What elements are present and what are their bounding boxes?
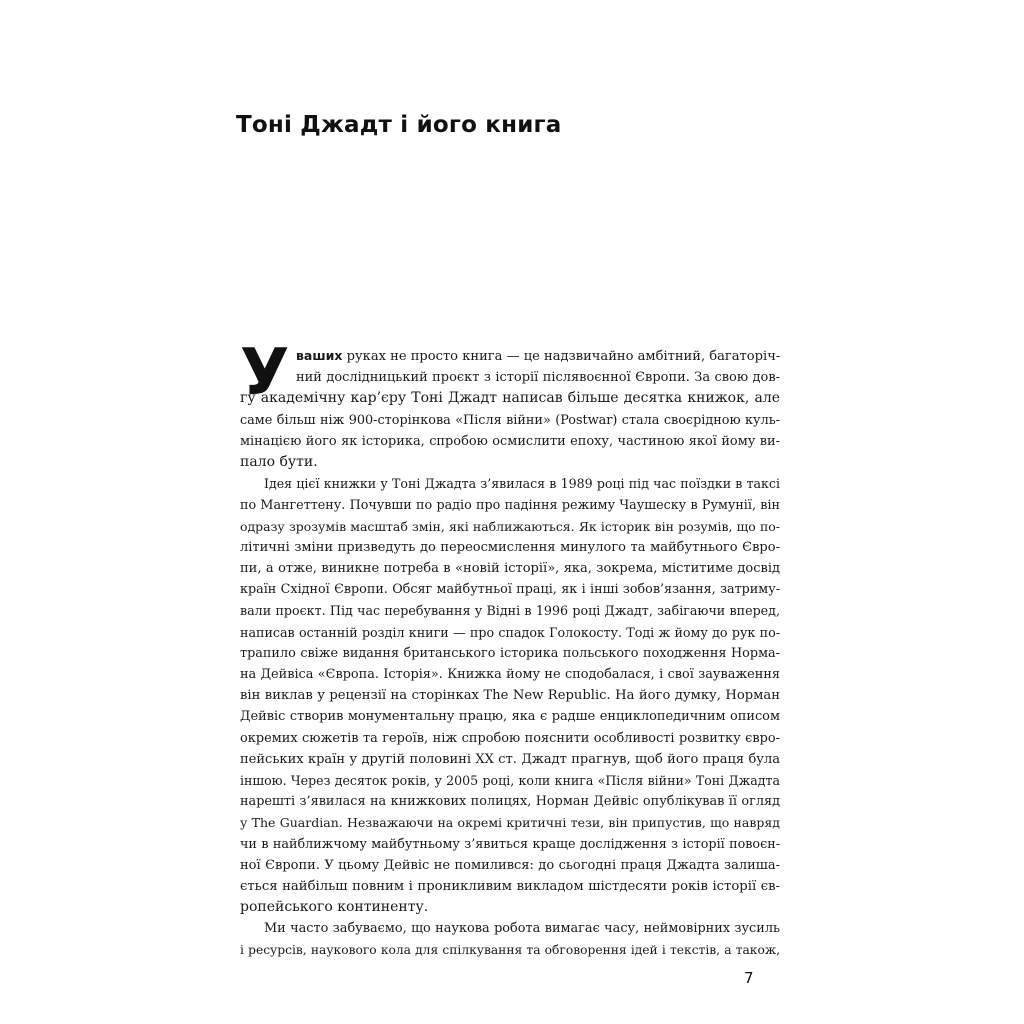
paragraph-2-line-12: Дейвіс створив монументальну працю, яка є радше енциклопедичним описом (240, 709, 780, 725)
paragraph-1-line-6: пало бути. (240, 454, 318, 471)
paragraph-2-line-7: вали проєкт. Під час перебування у Відні в 1996 році Джадт, забігаючи вперед, (240, 603, 780, 619)
paragraph-3-line-2: і ресурсів, наукового кола для спілкування та обговорення ідей і текстів, а також, (240, 942, 780, 957)
paragraph-2-line-3: одразу зрозумів масштаб змін, які наближаються. Як історик він розумів, що по- (240, 518, 780, 534)
paragraph-1-line-3: гу академічну кар’єру Тоні Джадт написав більше десятка книжок, але (240, 390, 780, 407)
paragraph-2-line-5: пи, а отже, виникне потреба в «новій історії», яка, зокрема, міститиме досвід (240, 561, 780, 577)
paragraph-2-line-2: по Мангеттену. Почувши по радіо про падіння режиму Чаушеску в Румунії, він (240, 497, 780, 513)
paragraph-1-line-5: мінацією його як історика, спробою осмислити епоху, частиною якої йому ви- (240, 433, 780, 449)
page-number: 7 (744, 969, 754, 987)
chapter-title: Тоні Джадт і його книга (236, 112, 562, 138)
paragraph-2-line-19: ної Європи. У цьому Дейвіс не помилився: до сьогодні праця Джадта залиша- (240, 857, 780, 873)
paragraph-2-line-8: написав останній розділ книги — про спадок Голокосту. Тоді ж йому до рук по- (240, 624, 780, 640)
paragraph-2-line-20: ється найбільш повним і проникливим викладом шістдесяти років історії єв- (240, 879, 780, 895)
paragraph-1-line-4: саме більш ніж 900-сторінкова «Після війни» (Postwar) стала своєрідною куль- (240, 412, 780, 428)
lead-word: ваших (296, 348, 343, 363)
paragraph-2-line-4: літичні зміни призведуть до переосмислення минулого та майбутнього Євро- (240, 539, 780, 555)
paragraph-2-line-15: іншою. Через десяток років, у 2005 році, коли книга «Після війни» Тоні Джадта (240, 773, 780, 789)
paragraph-2-line-11: він виклав у рецензії на сторінках The New Republic. На його думку, Норман (240, 688, 780, 704)
paragraph-3 (240, 918, 780, 960)
paragraph-2-line-17: у The Guardian. Незважаючи на окремі критичні тези, він припустив, що навряд (240, 815, 780, 831)
paragraph-1-line-1 (240, 345, 780, 367)
paragraph-2-line-1: Ідея цієї книжки у Тоні Джадта з’явилася в 1989 році під час поїздки в таксі (264, 476, 780, 492)
paragraph-1-line-2: ний дослідницький проєкт з історії післявоєнної Європи. За свою дов- (296, 370, 780, 386)
paragraph-2-line-18: чи в найближчому майбутньому з’явиться краще дослідження з історії повоєн- (240, 836, 780, 852)
paragraph-2-line-21: ропейського континенту. (240, 899, 429, 916)
drop-cap: У (240, 336, 290, 410)
paragraph-2-line-6: країн Східної Європи. Обсяг майбутньої праці, як і інші зобов’язання, затриму- (240, 582, 780, 598)
chapter-body (240, 336, 781, 961)
paragraph-2-line-16: нарешті з’явилася на книжкових полицях, Норман Дейвіс опублікував її огляд (240, 794, 780, 810)
paragraph-2-line-9: трапило свіже видання британського історика польського походження Норма- (240, 645, 780, 661)
paragraph-1 (240, 336, 781, 473)
paragraph-1-line-1-text: руках не просто книга — це надзвичайно амбітний, багаторіч- (342, 349, 781, 364)
paragraph-2-line-14: пейських країн у другій половині XX ст. Джадт прагнув, щоб його праця була (240, 751, 780, 767)
paragraph-2-line-13: окремих сюжетів та героїв, ніж спробою пояснити особливості розвитку євро- (240, 730, 780, 746)
paragraph-3-line-1: Ми часто забуваємо, що наукова робота вимагає часу, неймовірних зусиль (264, 921, 780, 937)
paragraph-2 (240, 473, 780, 918)
paragraph-2-line-10: на Дейвіса «Європа. Історія». Книжка йому не сподобалася, і свої зауваження (240, 667, 780, 683)
